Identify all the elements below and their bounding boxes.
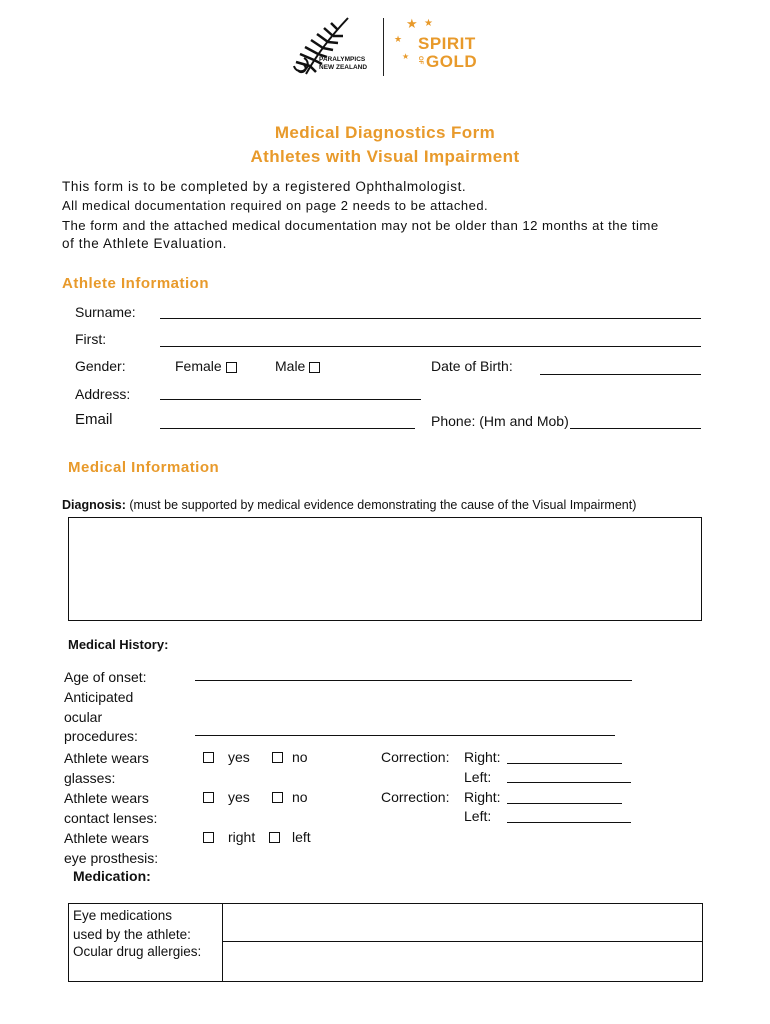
glasses-right-label: Right: (464, 749, 501, 765)
address-field[interactable] (160, 399, 421, 400)
email-label: Email (75, 411, 113, 428)
diagnosis-row (62, 498, 636, 512)
spirit-of-gold-logo (392, 16, 492, 76)
contacts-correction-label: Correction: (381, 789, 450, 805)
logo-of: OF (417, 56, 423, 65)
contacts-yes-label: yes (228, 789, 250, 805)
procedures-field[interactable] (195, 735, 615, 736)
prosthesis-right-checkbox[interactable] (203, 832, 214, 843)
intro-line: This form is to be completed by a registered Ophthalmologist. (62, 179, 467, 194)
contacts-right-label: Right: (464, 789, 501, 805)
prosthesis-right-label: right (228, 829, 256, 845)
eye-meds-line: used by the athlete: (73, 927, 191, 942)
logo-spirit: SPIRIT (418, 34, 476, 53)
eye-meds-label (73, 906, 191, 944)
intro-line: The form and the attached medical documentation may not be older than 12 months at the time (62, 218, 659, 233)
anticipated-line: procedures: (64, 728, 138, 744)
star-icon: ★ (394, 34, 403, 44)
male-option (275, 358, 320, 374)
prosthesis-line: Athlete wears (64, 830, 149, 846)
table-row-divider (222, 941, 702, 942)
intro-line: All medical documentation required on page 2 needs to be attached. (62, 198, 489, 213)
star-icon: ★ (424, 18, 433, 29)
contacts-no-label: no (292, 789, 308, 805)
prosthesis-left-checkbox[interactable] (269, 832, 280, 843)
glasses-left-label: Left: (464, 769, 492, 785)
female-label: Female (175, 358, 222, 374)
logo-text-paralympics: PARALYMPICS (319, 56, 366, 63)
contacts-line: contact lenses: (64, 810, 158, 826)
contacts-no-checkbox[interactable] (272, 792, 283, 803)
anticipated-line: Anticipated (64, 689, 134, 705)
age-onset-field[interactable] (195, 680, 632, 681)
glasses-yes-checkbox[interactable] (203, 752, 214, 763)
form-title: Medical Diagnostics Form (274, 123, 496, 142)
contacts-left-field[interactable] (507, 822, 631, 823)
anticipated-line: ocular (64, 708, 103, 725)
age-onset-label: Age of onset: (64, 669, 147, 685)
glasses-right-field[interactable] (507, 763, 622, 764)
medication-heading: Medication: (73, 868, 151, 884)
eye-meds-line: Eye medications (73, 908, 173, 923)
contacts-label (64, 788, 157, 828)
contacts-line: Athlete wears (64, 790, 149, 806)
glasses-label (64, 748, 149, 788)
medication-table (68, 903, 703, 982)
anticipated-label (64, 688, 138, 747)
dob-field[interactable] (540, 374, 701, 375)
medical-history-heading: Medical History: (68, 637, 169, 652)
star-icon: ★ (402, 52, 410, 61)
dob-label: Date of Birth: (431, 358, 513, 374)
glasses-yes-label: yes (228, 749, 250, 765)
glasses-left-field[interactable] (507, 782, 631, 783)
phone-label: Phone: (Hm and Mob) (431, 413, 569, 429)
prosthesis-label (64, 828, 158, 868)
logo-divider (383, 18, 384, 76)
logo-text-nz: NEW ZEALAND (319, 64, 368, 71)
male-label: Male (275, 358, 306, 374)
gender-label: Gender: (75, 358, 126, 374)
logo-gold: GOLD (426, 52, 478, 71)
surname-label: Surname: (75, 304, 136, 320)
prosthesis-left-label: left (292, 829, 311, 845)
email-field[interactable] (160, 428, 415, 429)
form-subtitle: Athletes with Visual Impairment (250, 147, 520, 166)
first-name-field[interactable] (160, 346, 701, 347)
first-name-label: First: (75, 331, 107, 347)
diagnosis-textbox[interactable] (68, 517, 702, 621)
address-label: Address: (75, 386, 131, 402)
glasses-no-checkbox[interactable] (272, 752, 283, 763)
diagnosis-label: Diagnosis: (62, 498, 126, 512)
male-checkbox[interactable] (309, 362, 320, 373)
star-icon: ★ (406, 16, 418, 31)
diagnosis-note: (must be supported by medical evidence demonstrating the cause of the Visual Impairment) (129, 498, 637, 512)
medical-info-heading: Medical Information (68, 459, 220, 476)
allergies-cell[interactable] (224, 943, 700, 979)
prosthesis-line: eye prosthesis: (64, 850, 159, 866)
paralympics-nz-logo (286, 16, 386, 76)
glasses-line: Athlete wears (64, 750, 149, 766)
contacts-yes-checkbox[interactable] (203, 792, 214, 803)
athlete-info-heading: Athlete Information (62, 275, 209, 292)
glasses-line: glasses: (64, 770, 116, 786)
table-divider (222, 904, 223, 981)
female-option (175, 358, 237, 374)
contacts-left-label: Left: (464, 808, 492, 824)
eye-meds-cell[interactable] (224, 905, 700, 940)
intro-line: of the Athlete Evaluation. (62, 236, 227, 251)
glasses-correction-label: Correction: (381, 749, 450, 765)
phone-field[interactable] (570, 428, 701, 429)
surname-field[interactable] (160, 318, 701, 319)
glasses-no-label: no (292, 749, 308, 765)
female-checkbox[interactable] (226, 362, 237, 373)
contacts-right-field[interactable] (507, 803, 622, 804)
allergies-label: Ocular drug allergies: (73, 944, 202, 959)
